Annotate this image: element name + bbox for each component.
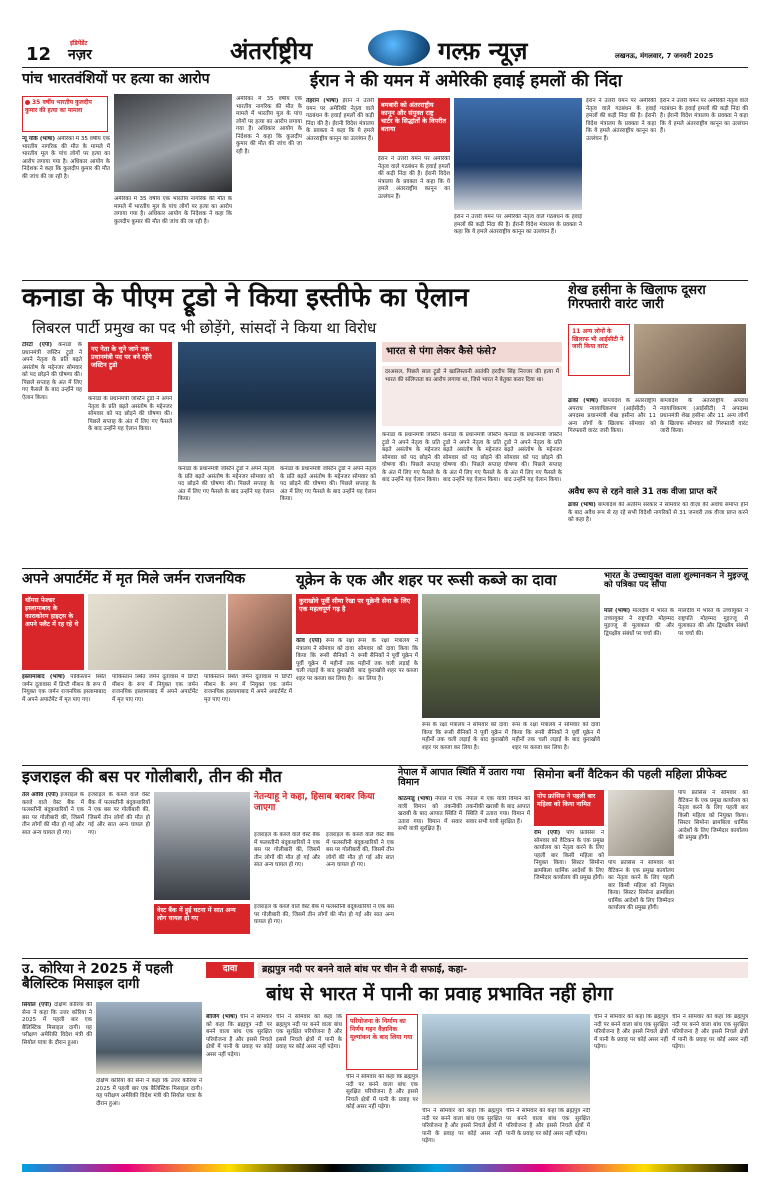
headline: उ. कोरिया ने 2025 में पहली बैलिस्टिक मिसाइल दागी xyxy=(22,961,173,992)
body-text: इजराइल के कब्जे वाले वेस्ट बैंक में फलस्तीनी बंदूकधारियों ने एक बस पर गोलीबारी की, जिसमें तीन लोगों की मौत हो गई और सात अन्य घायल हो गए। xyxy=(254,904,394,926)
masthead xyxy=(0,0,770,68)
sidebar-col2 xyxy=(443,432,501,562)
body-text: ईरान ने उत्तरी यमन पर अमेरिकी नेतृत्व वाले गठबंधन के हवाई हमलों की कड़ी निंदा की है। ईरानी विदेश मंत्रालय के प्रवक्ता ने कहा कि ये हमले अंतरराष्ट्रीय कानून का उल्लंघन हैं। xyxy=(454,214,582,236)
body-text: पोप फ्रांसिस ने सोमवार को वैटिकन के एक प्रमुख कार्यालय का नेतृत्व करने के लिए पहली बार किसी महिला को नियुक्त किया। सिस्टर सिमोना ब्रामबिला धार्मिक आदेशों के लिए जिम्मेदार कार्यालय की प्रमुख होंगी। xyxy=(608,860,674,912)
kicker-text: पोप फ्रांसिस ने पहली बार महिला को किया नामित xyxy=(537,793,596,808)
kicker-box xyxy=(22,594,84,670)
body xyxy=(568,502,748,564)
dam-photo xyxy=(422,1014,590,1104)
divider xyxy=(22,568,748,569)
body-col3 xyxy=(678,790,748,954)
kicker-text: नेतन्याहू ने कहा, हिसाब बराबर किया जाएगा xyxy=(254,792,375,814)
subheadline: लिबरल पार्टी प्रमुख का पद भी छोड़ेंगे, सांसदों ने किया था विरोध xyxy=(32,319,377,337)
body-text: चीन ने सोमवार को कहा कि ब्रह्मपुत्र नदी पर बनने वाला बांध एक सुरक्षित परियोजना है और इससे निचले क्षेत्रों में पानी के प्रवाह पर कोई असर नहीं पड़ेगा। xyxy=(206,1014,272,1058)
kicker-box xyxy=(346,1014,418,1070)
byline: ढाका (भाषा) xyxy=(568,502,596,508)
section-right-title: गल्फ़ न्यूज़ xyxy=(438,37,528,65)
body-col2 xyxy=(114,196,232,274)
body-text: कनाडा के प्रधानमंत्री जस्टिन ट्रूडो ने अपने नेतृत्व के प्रति बढ़ते असंतोष के मद्देनजर सोमवार को पद छोड़ने की घोषणा की। पिछले सप्ताह के अंत में लिए गए फैसले के बाद उन्होंने यह ऐलान किया। xyxy=(280,466,376,503)
kicker-box xyxy=(296,594,418,634)
story-hasina xyxy=(568,284,748,484)
body-text: अमेरिका में 35 वर्षीय एक भारतीय नागरिक की मौत के मामले में भारतीय मूल के पांच लोगों पर हत्या का आरोप लगाया गया है। अधिकार आयोग के निदेशक ने कहा कि कुलदीप कुमार की मौत की जांच की जा रही है। xyxy=(22,136,110,180)
bus-photo xyxy=(154,792,250,900)
headline: शेख हसीना के खिलाफ दूसरा गिरफ्तारी वारंट जारी xyxy=(568,283,706,313)
body-text: नेपाल में एक यात्री विमान को तकनीकी खराबी के बाद आपात स्थिति में उतारा गया। विमान में सवार सभी यात्री सुरक्षित हैं। xyxy=(466,796,530,825)
missile-photo xyxy=(96,1002,202,1074)
body-text: इजराइल के कब्जे वाले वेस्ट बैंक में फलस्तीनी बंदूकधारियों ने एक बस पर गोलीबारी की, जिसमें तीन लोगों की मौत हो गई और सात अन्य घायल हो गए। xyxy=(326,832,394,869)
headline: भारत के उच्चायुक्त वाला शुल्मानकन ने मुइज्जू को पत्रिका पद सौंपा xyxy=(604,571,748,591)
story-brahmaputra xyxy=(206,962,748,1158)
body-col4 xyxy=(326,832,394,900)
kicker-text: बमबारी को अंतरराष्ट्रीय कानून और संयुक्त राष्ट्र चार्टर के सिद्धांतों के विपरीत बताया xyxy=(381,101,447,133)
kicker-box xyxy=(568,324,630,376)
headline: अपने अपार्टमेंट में मृत मिले जर्मन राजनयिक xyxy=(22,571,246,587)
simona-photo xyxy=(608,790,674,856)
body-text: रूस के रक्षा मंत्रालय ने सोमवार को दावा किया कि रूसी सैनिकों ने पूर्वी यूक्रेन में महीनों तक चली लड़ाई के बाद कुराखोवे शहर पर कब्जा कर लिया है। xyxy=(296,638,354,682)
headline: पांच भारतवंशियों पर हत्या का आरोप xyxy=(22,71,210,87)
body-text: दक्षिण कोरिया की सेना ने कहा कि उत्तर कोरिया ने 2025 में पहली बार एक बैलिस्टिक मिसाइल दागी। यह परीक्षण अमेरिकी विदेश मंत्री की सियोल यात्रा के दौरान हुआ। xyxy=(96,1078,202,1107)
section-left-title: अंतर्राष्ट्रीय xyxy=(230,37,313,65)
body-col2 xyxy=(88,396,172,562)
sidebar-body xyxy=(382,366,562,426)
body-text: इजराइल के कब्जे वाले वेस्ट बैंक में फलस्तीनी बंदूकधारियों ने एक बस पर गोलीबारी की, जिसमें तीन लोगों की मौत हो गई और सात अन्य घायल हो गए। xyxy=(254,832,320,869)
story-ukraine xyxy=(296,572,600,762)
headline: नेपाल में आपात स्थिति में उतारा गया विमान xyxy=(398,767,525,789)
body-col4 xyxy=(422,1108,502,1156)
body-text: बांग्लादेश के अंतरराष्ट्रीय अपराध न्यायाधिकरण (आईसीटी) ने अपदस्थ प्रधानमंत्री शेख हसीना और 11 अन्य लोगों के खिलाफ सोमवार को गिरफ्तारी वारंट जारी किया। xyxy=(660,398,748,435)
byline: तेहरान (भाषा) xyxy=(306,98,339,104)
body-col2 xyxy=(112,674,198,760)
headline: सिमोना बनीं वैटिकन की पहली महिला प्रीफेक्ट xyxy=(534,767,727,781)
body-col2 xyxy=(660,398,748,480)
body-text: इजराइल के कब्जे वाले वेस्ट बैंक में फलस्तीनी बंदूकधारियों ने एक बस पर गोलीबारी की, जिसमें तीन लोगों की मौत हो गई और सात अन्य घायल हो गए। xyxy=(22,792,84,836)
body-col6 xyxy=(594,1014,668,1156)
kicker-box xyxy=(88,342,172,392)
hasina-photo xyxy=(634,324,746,394)
headline-top: ब्रह्मपुत्र नदी पर बनने वाले बांध पर चीन ने दी सफाई, कहा- xyxy=(258,962,748,978)
body-col1 xyxy=(22,674,106,760)
headline: यूक्रेन के एक और शहर पर रूसी कब्जे का दावा xyxy=(296,571,557,589)
body-col2 xyxy=(378,156,450,274)
body-col2 xyxy=(88,792,150,954)
body-col1 xyxy=(206,1014,272,1156)
body-text: पोप फ्रांसिस ने सोमवार को वैटिकन के एक प्रमुख कार्यालय का नेतृत्व करने के लिए पहली बार किसी महिला को नियुक्त किया। सिस्टर सिमोना ब्रामबिला धार्मिक आदेशों के लिए जिम्मेदार कार्यालय की प्रमुख होंगी। xyxy=(534,830,604,882)
byline: सियोल (एपी) xyxy=(22,1002,52,1008)
kicker-text: नए नेता के चुने जाने तक प्रधानमंत्री पद पर बने रहेंगे जस्टिन ट्रूडो xyxy=(91,345,152,369)
body-text: चीन ने सोमवार को कहा कि ब्रह्मपुत्र नदी पर बनने वाला बांध एक सुरक्षित परियोजना है और इससे निचले क्षेत्रों में पानी के प्रवाह पर कोई असर नहीं पड़ेगा। xyxy=(594,1014,668,1051)
body-col3 xyxy=(236,96,302,274)
paper-name: नज़र xyxy=(68,47,92,63)
masthead-rule xyxy=(22,67,748,68)
body-col3 xyxy=(204,674,292,760)
body-text: चीन ने सोमवार को कहा कि ब्रह्मपुत्र नदी पर बनने वाला बांध एक सुरक्षित परियोजना है और इससे निचले क्षेत्रों में पानी के प्रवाह पर कोई असर नहीं पड़ेगा। xyxy=(276,1014,342,1051)
body-col1 xyxy=(306,98,374,274)
kicker-box xyxy=(534,790,604,826)
portrait-photo xyxy=(228,594,292,670)
story-german xyxy=(22,572,292,762)
kicker-box xyxy=(254,792,394,828)
byline: इस्लामाबाद (भाषा) xyxy=(22,674,66,680)
body-col2 xyxy=(276,1014,342,1156)
byline: काठमांडू (भाषा) xyxy=(398,796,433,802)
body-col2 xyxy=(358,638,418,760)
body-text: ईरान ने उत्तरी यमन पर अमेरिकी नेतृत्व वाले गठबंधन के हवाई हमलों की कड़ी निंदा की है। ईरानी विदेश मंत्रालय के प्रवक्ता ने कहा कि ये हमले अंतरराष्ट्रीय कानून का उल्लंघन हैं। xyxy=(378,156,450,200)
body-col5 xyxy=(254,904,394,954)
body-col1 xyxy=(568,398,656,480)
body-col2 xyxy=(96,1078,202,1156)
body-col3 xyxy=(254,832,320,900)
body-col2 xyxy=(466,796,530,954)
body-text: अमेरिका में 35 वर्षीय एक भारतीय नागरिक की मौत के मामले में भारतीय मूल के पांच लोगों पर हत्या का आरोप लगाया गया है। अधिकार आयोग के निदेशक ने कहा कि कुलदीप कुमार की मौत की जांच की जा रही है। xyxy=(236,96,302,155)
body-text: चीन ने सोमवार को कहा कि ब्रह्मपुत्र नदी पर बनने वाला बांध एक सुरक्षित परियोजना है और इससे निचले क्षेत्रों में पानी के प्रवाह पर कोई असर नहीं पड़ेगा। xyxy=(672,1014,748,1051)
body-text: बांग्लादेश के अंतरराष्ट्रीय अपराध न्यायाधिकरण (आईसीटी) ने अपदस्थ प्रधानमंत्री शेख हसीना और 11 अन्य लोगों के खिलाफ सोमवार को गिरफ्तारी वारंट जारी किया। xyxy=(568,398,656,435)
body-text: रूस के रक्षा मंत्रालय ने सोमवार को दावा किया कि रूसी सैनिकों ने पूर्वी यूक्रेन में महीनों तक चली लड़ाई के बाद कुराखोवे शहर पर कब्जा कर लिया है। xyxy=(358,638,418,682)
kicker-text: थॉमस फेल्डर इस्लामाबाद के काराकोरम हाइट्स के अपने फ्लैट में रह रहे थे xyxy=(25,597,79,628)
story-photo xyxy=(114,94,232,192)
body-col2 xyxy=(678,608,748,760)
body-text: अमेरिका में 35 वर्षीय एक भारतीय नागरिक की मौत के मामले में भारतीय मूल के पांच लोगों पर हत्या का आरोप लगाया गया है। अधिकार आयोग के निदेशक ने कहा कि कुलदीप कुमार की मौत की जांच की जा रही है। xyxy=(114,196,232,225)
story-visa xyxy=(568,488,748,566)
body-text: ईरान ने उत्तरी यमन पर अमेरिकी नेतृत्व वाले गठबंधन के हवाई हमलों की कड़ी निंदा की है। ईरानी विदेश मंत्रालय के प्रवक्ता ने कहा कि ये हमले अंतरराष्ट्रीय कानून का उल्लंघन हैं। xyxy=(306,98,374,142)
body-text: कनाडा के प्रधानमंत्री जस्टिन ट्रूडो ने अपने नेतृत्व के प्रति बढ़ते असंतोष के मद्देनजर सोमवार को पद छोड़ने की घोषणा की। पिछले सप्ताह के अंत में लिए गए फैसले के बाद उन्होंने यह ऐलान किया। xyxy=(88,396,172,433)
body-col7 xyxy=(672,1014,748,1156)
headline: अवैध रूप से रहने वाले 31 तक वीजा प्राप्त करें xyxy=(568,487,717,497)
military-vehicle-photo xyxy=(422,594,600,718)
byline: तेल अवीव (एपी) xyxy=(22,792,59,798)
kicker-text: परियोजना के निर्माण का निर्णय गहन वैज्ञानिक मूल्यांकन के बाद लिया गया xyxy=(350,1018,413,1041)
body-text: कनाडा के प्रधानमंत्री जस्टिन ट्रूडो ने अपने नेतृत्व के प्रति बढ़ते असंतोष के मद्देनजर सोमवार को पद छोड़ने की घोषणा की। पिछले सप्ताह के अंत में लिए गए फैसले के बाद उन्होंने यह ऐलान किया। xyxy=(178,466,274,503)
body xyxy=(22,136,110,274)
body-text: पोप फ्रांसिस ने सोमवार को वैटिकन के एक प्रमुख कार्यालय का नेतृत्व करने के लिए पहली बार किसी महिला को नियुक्त किया। सिस्टर सिमोना ब्रामबिला धार्मिक आदेशों के लिए जिम्मेदार कार्यालय की प्रमुख होंगी। xyxy=(678,790,748,842)
story-israel xyxy=(22,768,394,956)
kicker2-text: वेस्ट बैंक में हुई घटना में सात अन्य लोग घायल हो गए xyxy=(157,907,236,922)
body-text: ईरान ने उत्तरी यमन पर अमेरिकी नेतृत्व वाले गठबंधन के हवाई हमलों की कड़ी निंदा की है। ईरानी विदेश मंत्रालय के प्रवक्ता ने कहा कि ये हमले अंतरराष्ट्रीय कानून का उल्लंघन हैं। xyxy=(586,98,656,142)
body-text: कनाडा के प्रधानमंत्री जस्टिन ट्रूडो ने अपने नेतृत्व के प्रति बढ़ते असंतोष के मद्देनजर सोमवार को पद छोड़ने की घोषणा की। पिछले सप्ताह के अंत में लिए गए फैसले के बाद उन्होंने यह ऐलान किया। xyxy=(504,432,562,484)
globe-icon xyxy=(368,30,430,66)
body-col1 xyxy=(604,608,674,760)
body-col1 xyxy=(22,792,84,954)
body-col1 xyxy=(296,638,354,760)
body-text: कनाडा के प्रधानमंत्री जस्टिन ट्रूडो ने अपने नेतृत्व के प्रति बढ़ते असंतोष के मद्देनजर सोमवार को पद छोड़ने की घोषणा की। पिछले सप्ताह के अंत में लिए गए फैसले के बाद उन्होंने यह ऐलान किया। xyxy=(382,432,440,484)
byline: बीजिंग (भाषा) xyxy=(206,1014,238,1020)
sidebar-col3 xyxy=(504,432,562,562)
body-text: चीन ने सोमवार को कहा कि ब्रह्मपुत्र नदी पर बनने वाला बांध एक सुरक्षित परियोजना है और इससे निचले क्षेत्रों में पानी के प्रवाह पर कोई असर नहीं पड़ेगा। xyxy=(346,1074,418,1111)
body-col3 xyxy=(454,214,582,274)
body-col3 xyxy=(346,1074,418,1156)
divider xyxy=(22,765,748,766)
sidebar-col1 xyxy=(382,432,440,562)
body-text: नेपाल में एक यात्री विमान को तकनीकी खराबी के बाद आपात स्थिति में उतारा गया। विमान में सवार सभी यात्री सुरक्षित हैं। xyxy=(398,796,462,833)
body-text: दक्षिण कोरिया की सेना ने कहा कि उत्तर कोरिया ने 2025 में पहली बार एक बैलिस्टिक मिसाइल दागी। यह परीक्षण अमेरिकी विदेश मंत्री की सियोल यात्रा के दौरान हुआ। xyxy=(22,1002,92,1046)
body-text: रूस के रक्षा मंत्रालय ने सोमवार को दावा किया कि रूसी सैनिकों ने पूर्वी यूक्रेन में महीनों तक चली लड़ाई के बाद कुराखोवे शहर पर कब्जा कर लिया है। xyxy=(512,722,600,751)
trudeau-photo xyxy=(178,342,376,462)
passport-photo xyxy=(88,594,226,670)
story-us-murder xyxy=(22,72,302,277)
dateline: लखनऊ, मंगलवार, 7 जनवरी 2025 xyxy=(615,52,714,60)
story-nepal xyxy=(398,768,530,956)
byline: कीव (एपी) xyxy=(296,638,322,644)
body-text: पाकिस्तान स्थित जर्मन दूतावास में डिप्टी मीशन के रूप में नियुक्त एक जर्मन राजनयिक इस्लामाबाद में अपने अपार्टमेंट में मृत पाए गए। xyxy=(204,674,292,703)
story-photo xyxy=(454,98,582,210)
tag-label: दावा xyxy=(206,962,254,978)
sidebar-title: भारत से पंगा लेकर कैसे फंसे? xyxy=(382,342,562,362)
kicker-text: कुराखोवे पूर्वी सीमा रेखा पर यूक्रेनी सेना के लिए एक महत्वपूर्ण गढ़ है xyxy=(299,597,411,613)
story-indian-ocean xyxy=(604,572,748,762)
kicker-box xyxy=(378,98,450,152)
byline: टोरंटो (एपी) xyxy=(22,342,53,348)
divider xyxy=(22,958,748,959)
headline: इजराइल की बस पर गोलीबारी, तीन की मौत xyxy=(22,767,282,786)
body-col4 xyxy=(280,466,376,562)
body-text: मालदीव में भारत के उच्चायुक्त ने राष्ट्रपति मोहम्मद मुइज्जू से मुलाकात की और द्विपक्षीय संबंधों पर चर्चा की। xyxy=(604,608,674,637)
story-korea xyxy=(22,962,202,1158)
body-col3 xyxy=(422,722,508,760)
body-text: इजराइल के कब्जे वाले वेस्ट बैंक में फलस्तीनी बंदूकधारियों ने एक बस पर गोलीबारी की, जिसमें तीन लोगों की मौत हो गई और सात अन्य घायल हो गए। xyxy=(88,792,150,836)
story-iran xyxy=(306,72,748,277)
page-number: 12 xyxy=(26,44,52,65)
body-col1 xyxy=(22,342,82,562)
body-col5 xyxy=(506,1108,590,1156)
footer-color-strip xyxy=(22,1164,748,1172)
body-text: चीन ने सोमवार को कहा कि ब्रह्मपुत्र नदी पर बनने वाला बांध एक सुरक्षित परियोजना है और इससे निचले क्षेत्रों में पानी के प्रवाह पर कोई असर नहीं पड़ेगा। xyxy=(422,1108,502,1145)
kicker-text: 35 वर्षीय भारतीय कुलदीप कुमार की हत्या का मामला xyxy=(25,99,92,114)
body-col1 xyxy=(22,1002,92,1156)
divider xyxy=(22,280,748,281)
bullet-dot-icon xyxy=(25,100,30,105)
body-col5 xyxy=(660,98,748,274)
byline: रोम (एपी) xyxy=(534,830,561,836)
kicker2-box xyxy=(154,904,250,934)
body-text: रूस के रक्षा मंत्रालय ने सोमवार को दावा किया कि रूसी सैनिकों ने पूर्वी यूक्रेन में महीनों तक चली लड़ाई के बाद कुराखोवे शहर पर कब्जा कर लिया है। xyxy=(422,722,508,751)
story-vatican xyxy=(534,768,748,956)
headline: कनाडा के पीएम ट्रूडो ने किया इस्तीफे का ऐलान xyxy=(22,283,469,313)
body-col1 xyxy=(534,830,604,954)
body-text: कनाडा के प्रधानमंत्री जस्टिन ट्रूडो ने अपने नेतृत्व के प्रति बढ़ते असंतोष के मद्देनजर सोमवार को पद छोड़ने की घोषणा की। पिछले सप्ताह के अंत में लिए गए फैसले के बाद उन्होंने यह ऐलान किया। xyxy=(443,432,501,484)
body-text: पाकिस्तान स्थित जर्मन दूतावास में डिप्टी मीशन के रूप में नियुक्त एक जर्मन राजनयिक इस्लामाबाद में अपने अपार्टमेंट में मृत पाए गए। xyxy=(22,674,106,703)
paper-name-small: इंडिपेंडेंट xyxy=(70,40,88,47)
kicker-box xyxy=(22,96,108,132)
story-canada xyxy=(22,284,562,564)
sidebar-text: दरअसल, पिछले साल ट्रूडो ने खालिस्तानी आतंकी हरदीप सिंह निज्जर की हत्या में भारत की संलिप्तता का आरोप लगाया था, जिसे भारत ने बेतुका करार दिया था। xyxy=(385,369,559,383)
body-col4 xyxy=(512,722,600,760)
body-col1 xyxy=(398,796,462,954)
byline: न्यू यॉर्क (भाषा) xyxy=(22,136,55,142)
headline: बांध से भारत में पानी का प्रवाह प्रभावित नहीं होगा xyxy=(266,983,613,1005)
headline: ईरान ने की यमन में अमेरिकी हवाई हमलों की निंदा xyxy=(310,71,622,91)
body-text: पाकिस्तान स्थित जर्मन दूतावास में डिप्टी मीशन के रूप में नियुक्त एक जर्मन राजनयिक इस्लामाबाद में अपने अपार्टमेंट में मृत पाए गए। xyxy=(112,674,198,703)
byline: माले (भाषा) xyxy=(604,608,631,614)
byline: ढाका (भाषा) xyxy=(568,398,599,404)
body-col3 xyxy=(178,466,274,562)
body-text: मालदीव में भारत के उच्चायुक्त ने राष्ट्रपति मोहम्मद मुइज्जू से मुलाकात की और द्विपक्षीय संबंधों पर चर्चा की। xyxy=(678,608,748,637)
body-text: बांग्लादेश की अंतरिम सरकार ने सोमवार को वीज़ा की अवधि समाप्त होने के बाद अवैध रूप से रह रहे सभी विदेशी नागरिकों से 31 जनवरी तक वीजा प्राप्त करने को कहा है। xyxy=(568,502,748,524)
body-text: ईरान ने उत्तरी यमन पर अमेरिकी नेतृत्व वाले गठबंधन के हवाई हमलों की कड़ी निंदा की है। ईरानी विदेश मंत्रालय के प्रवक्ता ने कहा कि ये हमले अंतरराष्ट्रीय कानून का उल्लंघन हैं। xyxy=(660,98,748,135)
body-col2 xyxy=(608,860,674,954)
body-text: कनाडा के प्रधानमंत्री जस्टिन ट्रूडो ने अपने नेतृत्व के प्रति बढ़ते असंतोष के मद्देनजर सोमवार को पद छोड़ने की घोषणा की। पिछले सप्ताह के अंत में लिए गए फैसले के बाद उन्होंने यह ऐलान किया। xyxy=(22,342,82,401)
kicker-text: 11 अन्य लोगों के खिलाफ भी आईसीटी ने जारी किया वारंट xyxy=(572,328,624,350)
body-col4 xyxy=(586,98,656,274)
body-text: चीन ने सोमवार को कहा कि ब्रह्मपुत्र नदी पर बनने वाला बांध एक सुरक्षित परियोजना है और इससे निचले क्षेत्रों में पानी के प्रवाह पर कोई असर नहीं पड़ेगा। xyxy=(506,1108,590,1137)
sidebar-box xyxy=(382,342,562,562)
